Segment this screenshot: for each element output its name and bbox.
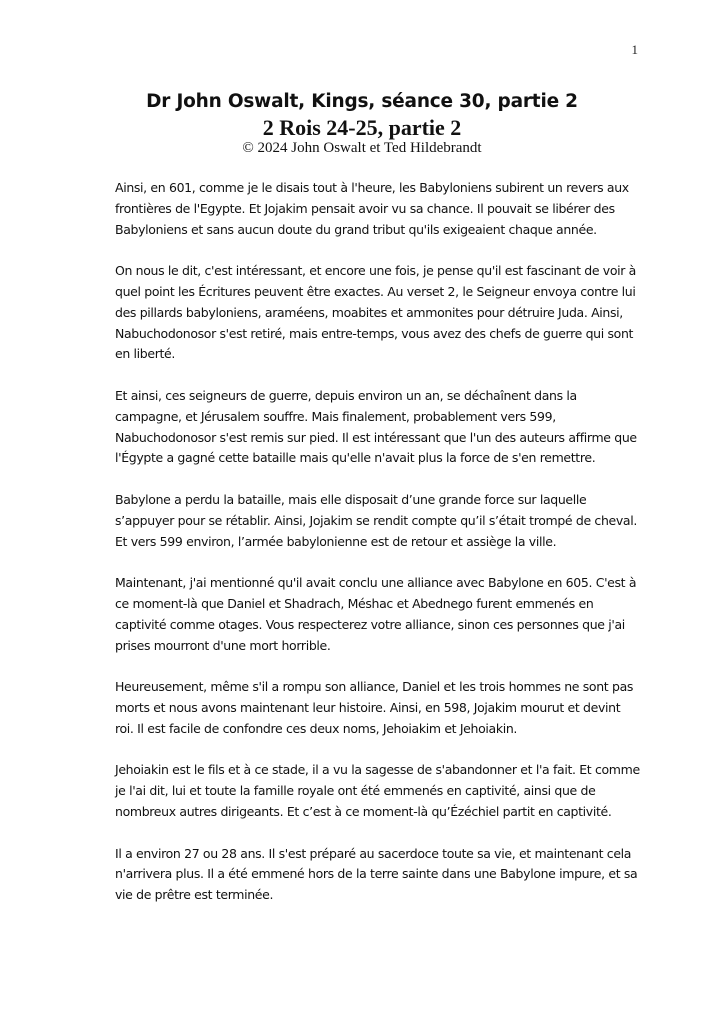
- paragraph-8: Il a environ 27 ou 28 ans. Il s'est préparé au sacerdoce toute sa vie, et maintenant cela n'arrivera plus. Il a été emmené hors de la terre sainte dans une Babylone impure, et sa vie de prêtre est terminée.: [115, 845, 638, 903]
- paragraph-5: Maintenant, j'ai mentionné qu'il avait conclu une alliance avec Babylone en 605. C'est à ce moment-là que Daniel et Shadrach, Méshac et Abednego furent emmenés en captivité comme otages. Vous respecterez votre alliance, sinon ces personnes que j'ai prises mourront d'une mort horrible.: [115, 575, 637, 653]
- paragraph-7: Jehoiakin est le fils et à ce stade, il a vu la sagesse de s'abandonner et l'a fait. Et comme je l'ai dit, lui et toute la famille royale ont été emmenés en captivité, ainsi que de nombreux autres dirigeants. Et c’est à ce moment-là qu’Ézéchiel partit en captivité.: [115, 762, 640, 819]
- paragraph-1: Ainsi, en 601, comme je le disais tout à l'heure, les Babyloniens subirent un revers aux frontières de l'Egypte. Et Jojakim pensait avoir vu sa chance. Il pouvait se libérer des Babyloniens et sans aucun doute du grand tribut qu'ils exigeaient chaque année.: [115, 180, 629, 237]
- paragraph-6: Heureusement, même s'il a rompu son alliance, Daniel et les trois hommes ne sont pas morts et nous avons maintenant leur histoire. Ainsi, en 598, Jojakim mourut et devint roi. Il est facile de confondre ces deux noms, Jehoiakim et Jehoiakin.: [115, 679, 634, 736]
- document-body: [115, 178, 640, 927]
- document-subtitle: 2 Rois 24-25, partie 2: [262, 115, 462, 140]
- document-title: Dr John Oswalt, Kings, séance 30, partie 2: [146, 91, 578, 112]
- page-number: 1: [631, 42, 638, 57]
- paragraph-2: On nous le dit, c'est intéressant, et encore une fois, je pense qu'il est fascinant de voir à quel point les Écritures peuvent être exactes. Au verset 2, le Seigneur envoya contre lui des pillards babyloniens, araméens, moabites et ammonites pour détruire Juda. Ainsi, Nabuchodonosor s'est retiré, mais entre-temps, vous avez des chefs de guerre qui sont en liberté.: [115, 263, 636, 362]
- document-header: [60, 90, 664, 156]
- paragraph-3: Et ainsi, ces seigneurs de guerre, depuis environ un an, se déchaînent dans la campagne, et Jérusalem souffre. Mais finalement, probablement vers 599, Nabuchodonosor s'est remis sur pied. Il est intéressant que l'un des auteurs affirme que l'Égypte a gagné cette bataille mais qu'elle n'avait plus la force de s'en remettre.: [115, 387, 637, 466]
- paragraph-4: Babylone a perdu la bataille, mais elle disposait d’une grande force sur laquelle s’appuyer pour se rétablir. Ainsi, Jojakim se rendit compte qu’il s’était trompé de cheval. Et vers 599 environ, l’armée babylonienne est de retour et assiège la ville.: [115, 491, 637, 549]
- copyright-notice: © 2024 John Oswalt et Ted Hildebrandt: [242, 140, 482, 156]
